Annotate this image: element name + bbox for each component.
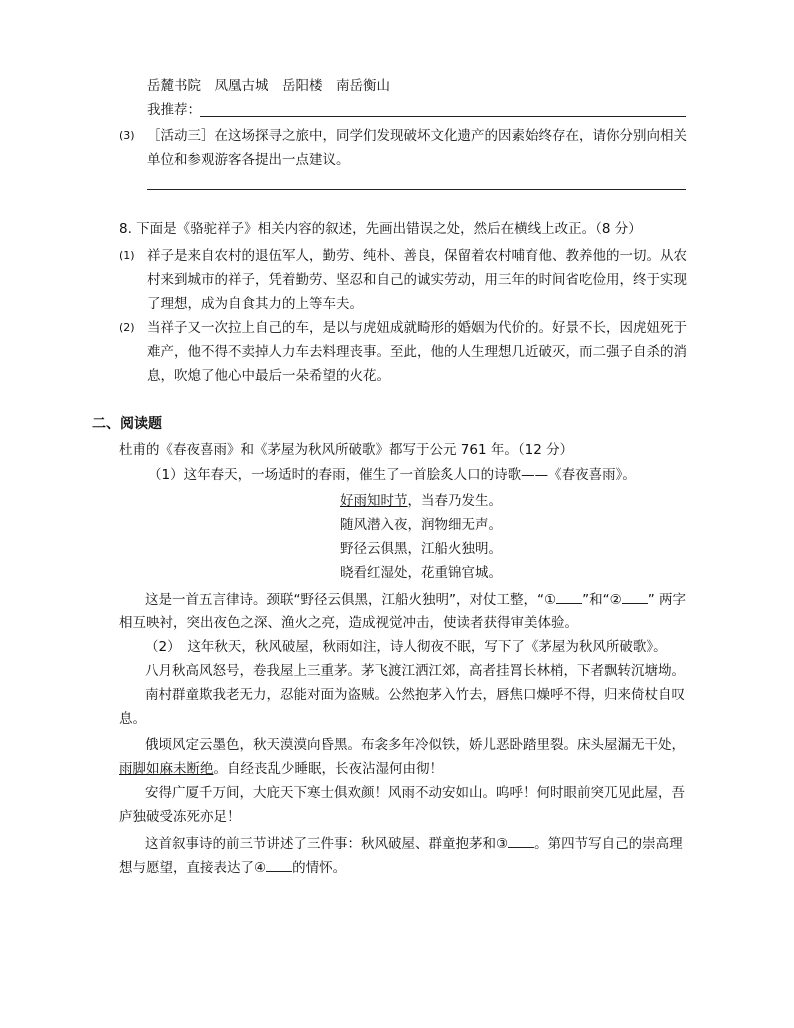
poem-line1: [340, 491, 502, 511]
summary-line1: [145, 833, 683, 854]
q8-title: 8. 下面是《骆驼祥子》相关内容的叙述，先画出错误之处，然后在横线上改正。（8 分）: [119, 221, 642, 237]
poem-line4: 晓看红湿处，花重锦官城。: [340, 565, 502, 581]
summary-text-a: 这首叙事诗的前三节讲述了三件事：秋风破屋、群童抱茅和: [145, 836, 496, 852]
q3-text-line2: 单位和参观游客各提出一点建议。: [147, 152, 350, 168]
blank-marker-3: ③: [496, 836, 509, 852]
q8-item1-line2: 村来到城市的祥子，凭着勤劳、坚忍和自己的诚实劳动，用三年的时间省吃俭用，终于实现: [147, 272, 687, 288]
blank-marker-1: ①: [543, 592, 557, 608]
fill-blank-3[interactable]: [508, 833, 534, 848]
fill-blank-4[interactable]: [266, 857, 292, 872]
poem2-stanza4-line2: 庐独破受冻死亦足！: [119, 809, 241, 825]
q8-item2-line1: 当祥子又一次拉上自己的车，是以与虎妞成就畸形的婚姻为代价的。好景不长，因虎妞死于: [147, 320, 687, 336]
q3-text-line1: ［活动三］在这场探寻之旅中，同学们发现破坏文化遗产的因素始终存在，请你分别向相关: [147, 128, 687, 144]
poem-line1-rest: ，当春乃发生。: [407, 493, 502, 509]
fill-blank-2[interactable]: [622, 589, 648, 604]
analysis-line2: 相互映衬，突出夜色之深、渔火之亮，造成视觉冲击，使读者获得审美体验。: [119, 615, 578, 631]
q8-item1-line1: 祥子是来自农村的退伍军人，勤劳、纯朴、善良，保留着农村哺育他、教养他的一切。从农: [147, 248, 687, 264]
poem2-stanza2-line2: 息。: [119, 711, 146, 727]
q8-item2-line3: 息，吹熄了他心中最后一朵希望的火花。: [147, 368, 390, 384]
poem2-underlined-phrase: 雨脚如麻未断绝: [119, 761, 214, 777]
summary-line2: [119, 857, 346, 878]
poem2-stanza1: 八月秋高风怒号，卷我屋上三重茅。茅飞渡江洒江郊，高者挂罥长林梢，下者飘转沉塘坳。: [145, 663, 685, 679]
analysis-text-b: ”和“: [582, 592, 610, 608]
poem2-stanza4-line1: 安得广厦千万间，大庇天下寒士俱欢颜！风雨不动安如山。呜呼！何时眼前突兀见此屋，吾: [145, 785, 685, 801]
part1-label: （1）这年春天，一场适时的春雨，催生了一首脍炙人口的诗歌——《春夜喜雨》。: [148, 467, 636, 483]
blank-marker-2: ②: [609, 592, 622, 608]
poem2-stanza2-line1: 南村群童欺我老无力，忍能对面为盗贼。公然抱茅入竹去，唇焦口燥呼不得，归来倚杖自叹: [145, 687, 685, 703]
poem2-stanza3-line2: [119, 759, 443, 779]
recommend-answer-line[interactable]: [200, 116, 686, 117]
q8-item2-number: (2): [119, 321, 135, 334]
analysis-text-c: ” 两字: [647, 592, 686, 608]
reading-intro: 杜甫的《春夜喜雨》和《茅屋为秋风所破歌》都写于公元 761 年。（12 分）: [119, 442, 574, 458]
recommend-label: 我推荐：: [147, 102, 201, 118]
section-heading-reading: 二、阅读题: [92, 416, 162, 432]
summary-text-d: 的情怀。: [292, 860, 347, 876]
q3-number: (3): [119, 129, 135, 142]
q8-item1-number: (1): [119, 249, 135, 262]
summary-text-c: 想与愿望，直接表达了: [119, 860, 254, 876]
blank-marker-4: ④: [254, 860, 267, 876]
places-list: 岳麓书院 凤凰古城 岳阳楼 南岳衡山: [147, 78, 390, 94]
poem-line2: 随风潜入夜，润物细无声。: [340, 517, 502, 533]
analysis-text-a: 这是一首五言律诗。颈联“野径云俱黑，江船火独明”，对仗工整，“: [145, 592, 544, 608]
fill-blank-1[interactable]: [556, 589, 582, 604]
q8-item2-line2: 难产，他不得不卖掉人力车去料理丧事。至此，他的人生理想几近破灭，而二强子自杀的消: [147, 344, 687, 360]
analysis-line1: [145, 589, 686, 610]
poem-line3: 野径云俱黑，江船火独明。: [340, 541, 502, 557]
poem2-stanza3-line1: 俄顷风定云墨色，秋天漠漠向昏黑。布衾多年冷似铁，娇儿恶卧踏里裂。床头屋漏无干处，: [145, 737, 685, 753]
summary-text-b: 。第四节写自己的崇高理: [534, 836, 683, 852]
part2-label: （2） 这年秋天，秋风破屋，秋雨如注，诗人彻夜不眠，写下了《茅屋为秋风所破歌》。: [145, 639, 667, 655]
poem-underlined-phrase: 好雨知时节: [340, 493, 408, 509]
poem2-stanza3-rest: 。自经丧乱少睡眠，长夜沾湿何由彻！: [213, 761, 443, 777]
q3-answer-line[interactable]: [147, 189, 686, 190]
q8-item1-line3: 了理想，成为自食其力的上等车夫。: [147, 296, 363, 312]
